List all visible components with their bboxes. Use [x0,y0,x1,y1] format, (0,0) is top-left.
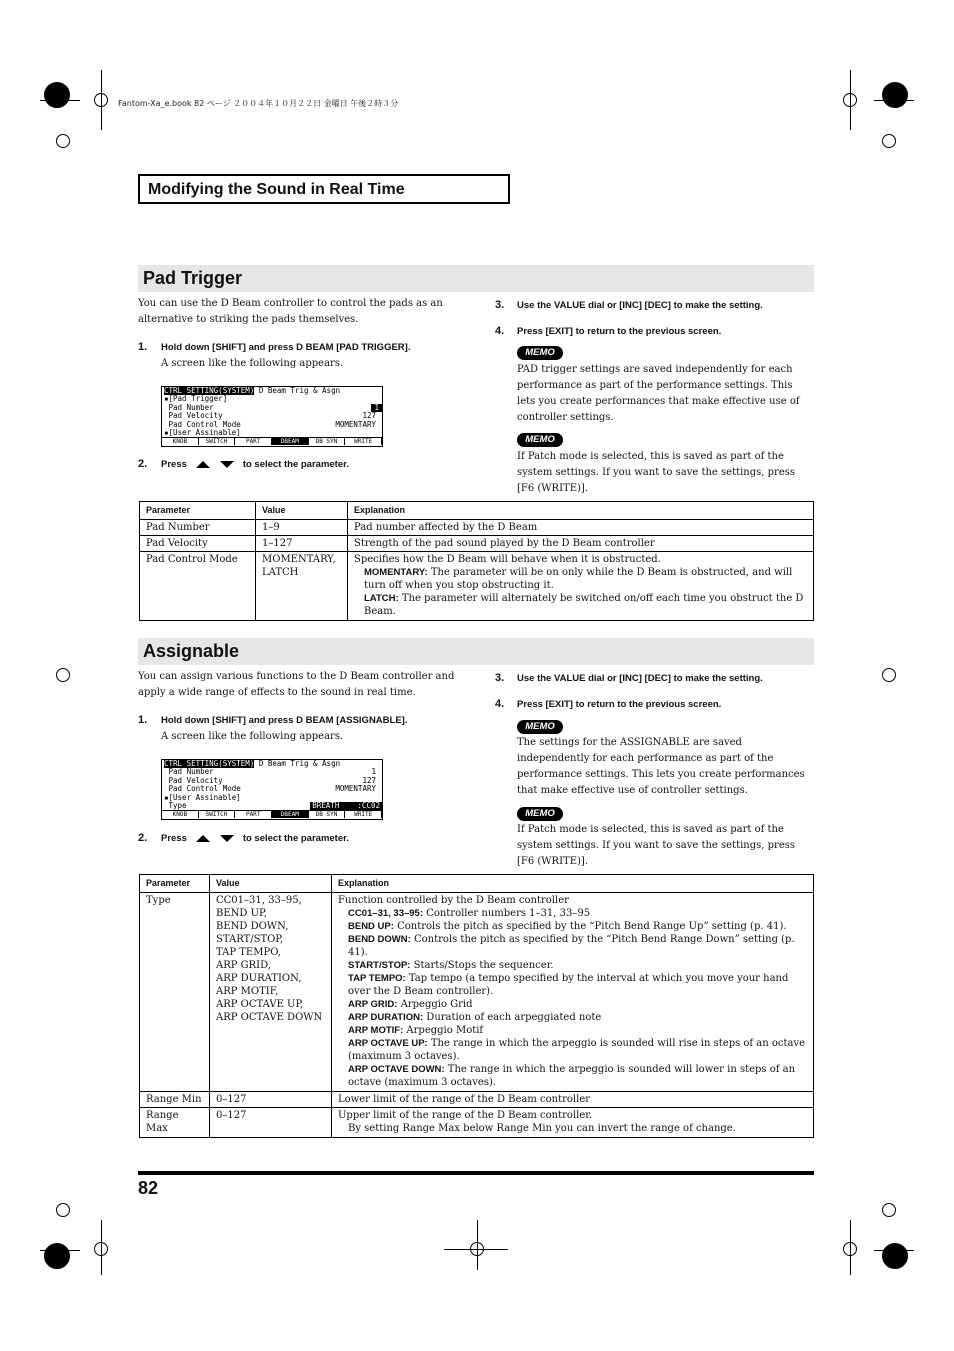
crop-line [477,1220,478,1270]
step-number: 3. [495,299,505,311]
up-arrow-icon [196,835,210,842]
step-subtext: A screen like the following appears. [161,731,344,742]
crop-line [40,100,80,101]
crop-line [40,1250,80,1251]
softkey: SWITCH [199,811,236,818]
step-number: 4. [495,325,505,337]
step-number: 2. [138,832,148,844]
softkey: DBEAM [272,438,309,445]
memo-text: The settings for the ASSIGNABLE are saved independently for each performance as part of the performance settings. This lets you create performances that make effective use of controller settings. [517,737,805,796]
table-row: Pad Control Mode MOMENTARY, LATCH Specifies how the D Beam will behave when it is obstructed. MOMENTARY: The parameter will be on only while the D Beam is obstructed, and will turn off when you stop obstructing it. LATCH: The parameter will alternately be switched on/off each time you obstruct the D Beam. [140,552,814,621]
softkey: DB SYN [309,438,346,445]
registration-mark [44,1243,70,1269]
step-text: Press to select the parameter. [161,459,349,470]
softkey: PART [235,811,272,818]
lcd-screen-pad-trigger: CTRL SETTING(SYSTEM) D Beam Trig & Asgn ▪[Pad Trigger] Pad Number 1 Pad Velocity 127 Pad Control Mode MOMENTARY ▪[User Assinable] KNOB SWITCH PART DBEAM DB SYN WRITE [161,386,383,447]
memo-text: PAD trigger settings are saved independently for each performance as part of the performance settings. This lets you create performances that make effective use of controller settings. [517,364,800,423]
crop-line [850,1220,851,1275]
table-row: Type CC01–31, 33–95, BEND UP, BEND DOWN, START/STOP, TAP TEMPO, ARP GRID, ARP DURATION, ARP MOTIF, ARP OCTAVE UP, ARP OCTAVE DOWN Function controlled by the D Beam controller CC01–31, 33–95: Controller numbers 1–31, 33–95 BEND UP: Controls the pitch as specified by the “Pitch Bend Range Up” setting (p. 41). BEND DOWN: Controls the pitch as specified by the “Pitch Bend Range Down” setting (p. 41). START/STOP: Starts/Stops the sequencer. TAP TEMPO: Tap tempo (a tempo specified by the interval at which you move your hand over the D Beam controller). ARP GRID: Arpeggio Grid ARP DURATION: Duration of each arpeggiated note ARP MOTIF: Arpeggio Motif ARP OCTAVE UP: The range in which the arpeggio is sounded will rise in steps of an octave (maximum 3 octaves). ARP OCTAVE DOWN: The range in which the arpeggio is sounded will lower in steps of an octave (maximum 3 octaves). [140,893,814,1092]
step-number: 1. [138,341,148,353]
softkey: KNOB [162,438,199,445]
table-row: Pad Number 1–9 Pad number affected by the D Beam [140,520,814,536]
print-header: Fantom-Xa_e.book 82 ページ ２００４年１０月２２日 金曜日 午後２時３分 [118,99,399,108]
table-row: Pad Velocity 1–127 Strength of the pad sound played by the D Beam controller [140,536,814,552]
crosshair-mark [56,134,70,148]
up-arrow-icon [196,461,210,468]
step-text: Hold down [SHIFT] and press D BEAM [ASSIGNABLE]. [161,715,408,726]
column-header: Explanation [332,875,814,893]
memo-badge: MEMO [517,807,563,821]
crosshair-mark [56,668,70,682]
crop-line [101,70,102,130]
softkey: WRITE [345,438,382,445]
assignable-intro: You can assign various functions to the D Beam controller and apply a wide range of effects to the sound in real time. [138,671,455,698]
assignable-table [139,874,814,1138]
page-number: 82 [138,1178,159,1198]
section-title-assignable: Assignable [138,638,814,665]
memo-badge: MEMO [517,346,563,360]
step-number: 1. [138,714,148,726]
crop-line [444,1249,508,1250]
softkey: SWITCH [199,438,236,445]
step-text: Press [EXIT] to return to the previous screen. [517,326,722,337]
chapter-title: Modifying the Sound in Real Time [138,174,510,204]
softkey: PART [235,438,272,445]
softkey: DB SYN [309,811,346,818]
crop-line [874,100,914,101]
step-subtext: A screen like the following appears. [161,358,344,369]
table-row: Range Min 0–127 Lower limit of the range of the D Beam controller [140,1092,814,1108]
crop-line [874,1250,914,1251]
registration-mark [882,82,908,108]
column-header: Parameter [140,502,256,520]
column-header: Explanation [348,502,814,520]
registration-mark [44,82,70,108]
footer-rule [138,1171,814,1175]
softkey: DBEAM [272,811,309,818]
softkey: WRITE [345,811,382,818]
crosshair-mark [882,134,896,148]
memo-text: If Patch mode is selected, this is saved as part of the system settings. If you want to save the settings, press [F6 (WRITE)]. [517,451,795,494]
pad-trigger-table [139,501,814,621]
registration-mark [882,1243,908,1269]
step-number: 3. [495,672,505,684]
step-text: Press to select the parameter. [161,833,349,844]
memo-text: If Patch mode is selected, this is saved as part of the system settings. If you want to save the settings, press [F6 (WRITE)]. [517,824,795,867]
down-arrow-icon [220,461,234,468]
step-text: Hold down [SHIFT] and press D BEAM [PAD TRIGGER]. [161,342,411,353]
memo-badge: MEMO [517,720,563,734]
step-text: Press [EXIT] to return to the previous screen. [517,699,722,710]
crosshair-mark [882,1203,896,1217]
softkey: KNOB [162,811,199,818]
pad-trigger-intro: You can use the D Beam controller to control the pads as an alternative to striking the pads themselves. [138,298,443,325]
lcd-screen-assignable: CTRL SETTING(SYSTEM) D Beam Trig & Asgn Pad Number 1 Pad Velocity 127 Pad Control Mode MOMENTARY ▪[User Assinable] Type BREATH :CC02 KNOB SWITCH PART DBEAM DB SYN WRITE [161,759,383,820]
step-text: Use the VALUE dial or [INC] [DEC] to make the setting. [517,673,763,684]
down-arrow-icon [220,835,234,842]
memo-badge: MEMO [517,433,563,447]
table-row: Range Max 0–127 Upper limit of the range of the D Beam controller. By setting Range Max below Range Min you can invert the range of change. [140,1108,814,1138]
step-number: 2. [138,458,148,470]
step-text: Use the VALUE dial or [INC] [DEC] to make the setting. [517,300,763,311]
step-number: 4. [495,698,505,710]
crosshair-mark [882,668,896,682]
column-header: Parameter [140,875,210,893]
column-header: Value [256,502,348,520]
section-title-pad-trigger: Pad Trigger [138,265,814,292]
crosshair-mark [56,1203,70,1217]
column-header: Value [210,875,332,893]
crop-line [850,70,851,130]
crop-line [101,1220,102,1275]
